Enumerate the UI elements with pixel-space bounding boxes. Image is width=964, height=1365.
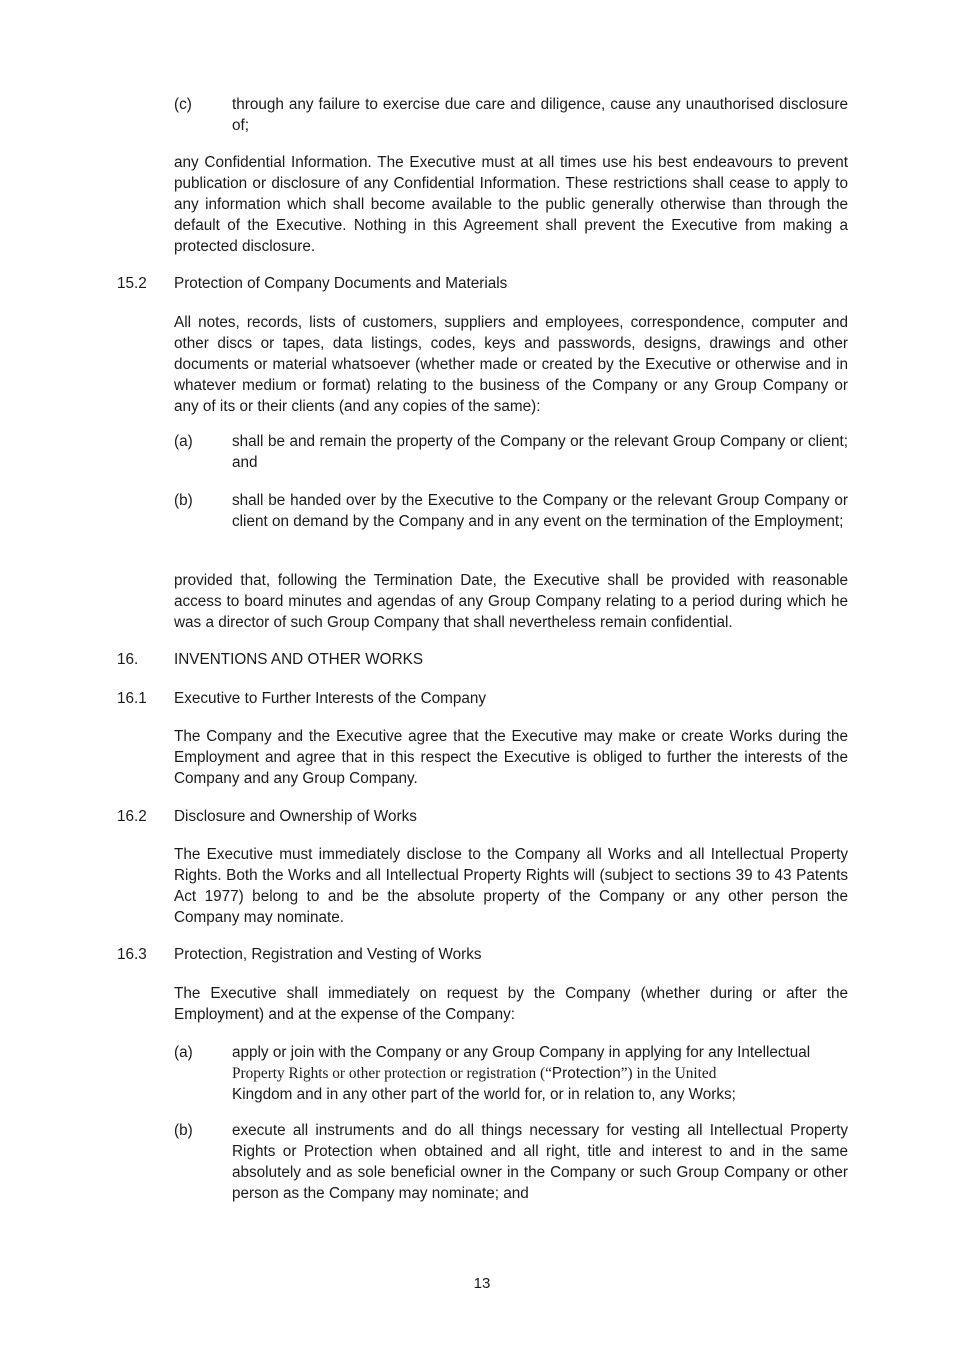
item-a-line (232, 1063, 848, 1084)
item-a-label: (a) (174, 433, 193, 450)
section-16-3-paragraph: The Executive shall immediately on request by the Company (whether during or after the Employment) and at the expense of the Company: (174, 985, 848, 1023)
section-16-2-paragraph: The Executive must immediately disclose to the Company all Works and all Intellectual Property Rights. Both the Works and all Intellectual Property Rights will (subject to sections 39 to 43 Patents Act 1977) belong to and be the absolute property of the Company or any other person the Company may nominate. (174, 846, 848, 926)
section-heading-16-2: Disclosure and Ownership of Works (174, 808, 417, 825)
item-a-line: Kingdom and in any other part of the world for, or in relation to, any Works; (232, 1086, 736, 1103)
section-number-15-2: 15.2 (117, 275, 147, 292)
section-number-16-3: 16.3 (117, 946, 147, 963)
item-b-label: (b) (174, 492, 193, 509)
item-c-label: (c) (174, 96, 192, 113)
section-number-16-1: 16.1 (117, 690, 147, 707)
section-number-16: 16. (117, 651, 139, 668)
item-a-line: apply or join with the Company or any Group Company in applying for any Intellectual (232, 1044, 811, 1061)
page-number: 13 (473, 1275, 491, 1292)
section-16-1-paragraph: The Company and the Executive agree that the Executive may make or create Works during the Employment and agree that in this respect the Executive is obliged to further the interests of the Company and any Group Company. (174, 728, 848, 787)
protection-term: Protection (551, 1065, 621, 1082)
item-b-text: shall be handed over by the Executive to the Company or the relevant Group Company or client on demand by the Company and in any event on the termination of the Employment; (232, 492, 848, 530)
item-a-text (232, 1042, 848, 1105)
section-heading-16: INVENTIONS AND OTHER WORKS (174, 651, 424, 668)
section-number-16-2: 16.2 (117, 808, 147, 825)
confidential-information-paragraph: any Confidential Information. The Executive must at all times use his best endeavours to prevent publication or disclosure of any Confidential Information. These restrictions shall cease to apply to any information which shall become available to the public generally otherwise than through the default of the Executive. Nothing in this Agreement shall prevent the Executive from making a protected disclosure. (174, 154, 848, 255)
item-a-serif-text: ”) in the United (620, 1065, 717, 1082)
item-c-text: through any failure to exercise due care and diligence, cause any unauthorised disclosure of; (232, 96, 848, 134)
section-15-2-paragraph: All notes, records, lists of customers, suppliers and employees, correspondence, computer and other discs or tapes, data listings, codes, keys and passwords, designs, drawings and other documents or material whatsoever (whether made or created by the Executive or otherwise and in whatever medium or format) relating to the business of the Company or any Group Company or any of its or their clients (and any copies of the same): (174, 314, 848, 415)
item-a-text: shall be and remain the property of the Company or the relevant Group Company or client; and (232, 433, 848, 471)
item-b-text: execute all instruments and do all things necessary for vesting all Intellectual Property Rights or Protection when obtained and all right, title and interest to and in the same absolutely and as sole beneficial owner in the Company or such Group Company or other person as the Company may nominate; and (232, 1122, 848, 1202)
item-b-label: (b) (174, 1122, 193, 1139)
proviso-paragraph: provided that, following the Termination Date, the Executive shall be provided with reasonable access to board minutes and agendas of any Group Company relating to a period during which he was a director of such Group Company that shall nevertheless remain confidential. (174, 572, 848, 631)
section-heading-15-2: Protection of Company Documents and Materials (174, 275, 508, 292)
section-heading-16-3: Protection, Registration and Vesting of Works (174, 946, 482, 963)
item-a-serif-text: Property Rights or other protection or registration (“ (232, 1065, 552, 1082)
item-a-label: (a) (174, 1044, 193, 1061)
section-heading-16-1: Executive to Further Interests of the Company (174, 690, 487, 707)
